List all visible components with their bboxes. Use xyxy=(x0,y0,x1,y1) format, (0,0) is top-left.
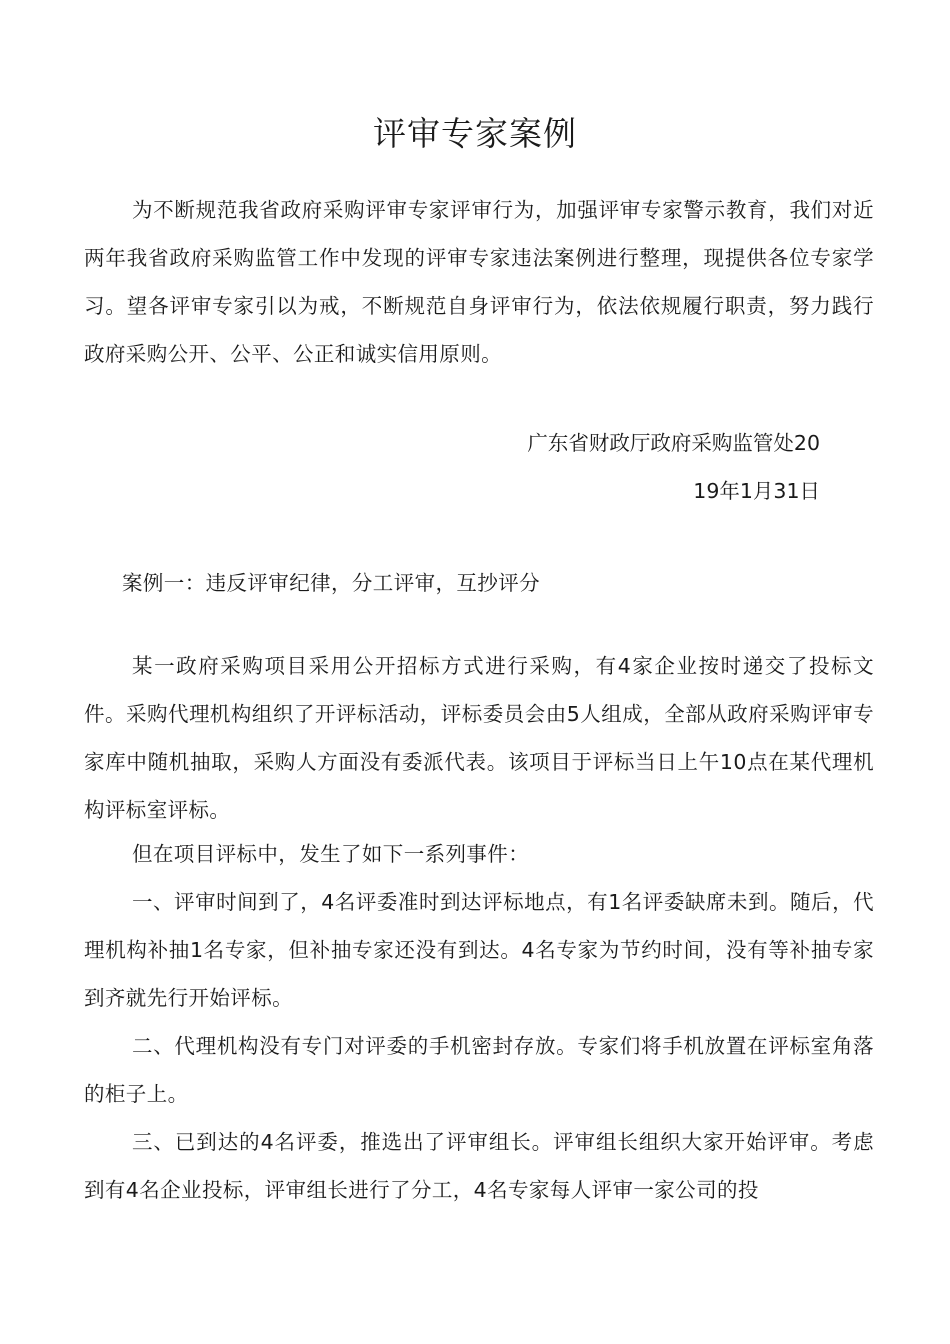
case-heading: 案例一：违反评审纪律，分工评审，互抄评分 xyxy=(122,571,540,595)
case-paragraph-2: 但在项目评标中，发生了如下一系列事件： xyxy=(132,842,530,866)
signature-date: 19年1月31日 xyxy=(693,479,820,503)
document-title: 评审专家案例 xyxy=(373,114,577,153)
case-paragraph-5: 三、已到达的4名评委，推选出了评审组长。评审组长组织大家开始评审。考虑到有4名企业投标，评审组长进行了分工，4名专家每人评审一家公司的投 xyxy=(84,1130,874,1202)
intro-paragraph: 为不断规范我省政府采购评审专家评审行为，加强评审专家警示教育，我们对近两年我省政府采购监管工作中发现的评审专家违法案例进行整理，现提供各位专家学习。望各评审专家引以为戒，不断规范自身评审行为，依法依规履行职责，努力践行政府采购公开、公平、公正和诚实信用原则。 xyxy=(84,198,874,366)
case-paragraph-1: 某一政府采购项目采用公开招标方式进行采购，有4家企业按时递交了投标文件。采购代理机构组织了开评标活动，评标委员会由5人组成，全部从政府采购评审专家库中随机抽取，采购人方面没有委派代表。该项目于评标当日上午10点在某代理机构评标室评标。 xyxy=(84,654,874,822)
case-paragraph-3: 一、评审时间到了，4名评委准时到达评标地点，有1名评委缺席未到。随后，代理机构补抽1名专家，但补抽专家还没有到达。4名专家为节约时间，没有等补抽专家到齐就先行开始评标。 xyxy=(84,890,874,1010)
signature-organization: 广东省财政厅政府采购监管处20 xyxy=(527,431,820,455)
case-paragraph-4: 二、代理机构没有专门对评委的手机密封存放。专家们将手机放置在评标室角落的柜子上。 xyxy=(84,1034,874,1106)
